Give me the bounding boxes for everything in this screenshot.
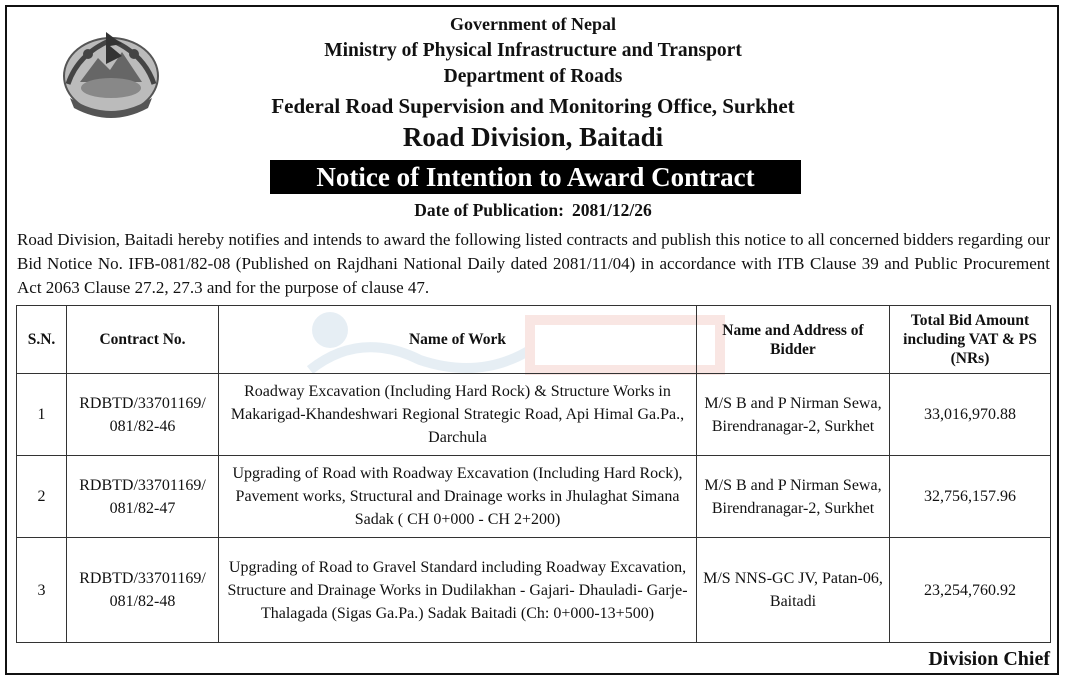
notice-title-banner: Notice of Intention to Award Contract [270, 160, 801, 194]
row-contract-no: RDBTD/33701169/ 081/82-46 [67, 374, 219, 456]
row-sn: 1 [17, 374, 67, 456]
table-row [17, 456, 1051, 538]
header-bidder: Name and Address of Bidder [697, 306, 890, 374]
header-contract-no: Contract No. [67, 306, 219, 374]
row-name-of-work: Upgrading of Road with Roadway Excavation (Including Hard Rock), Pavement works, Structural and Drainage works in Jhulaghat Simana Sadak ( CH 0+000 - CH 2+200) [219, 456, 697, 538]
header-government: Government of Nepal [450, 14, 616, 34]
header-ministry: Ministry of Physical Infrastructure and Transport [324, 40, 742, 61]
row-bidder: M/S B and P Nirman Sewa, Birendranagar-2, Surkhet [697, 456, 890, 538]
row-sn: 2 [17, 456, 67, 538]
header-division: Road Division, Baitadi [402, 122, 664, 152]
row-contract-no: RDBTD/33701169/ 081/82-48 [67, 538, 219, 643]
header-name-of-work: Name of Work [219, 306, 697, 374]
header-office: Federal Road Supervision and Monitoring Office, Surkhet [271, 94, 795, 118]
publication-date [0, 200, 1066, 221]
signoff-division-chief: Division Chief [928, 648, 1050, 670]
header-sn: S.N. [17, 306, 67, 374]
table-row [17, 538, 1051, 643]
row-name-of-work: Roadway Excavation (Including Hard Rock) & Structure Works in Makarigad-Khandeshwari Regional Strategic Road, Api Himal Ga.Pa., Darchula [219, 374, 697, 456]
publication-label: Date of Publication: [414, 200, 564, 220]
table-header-row [17, 306, 1051, 374]
row-bidder: M/S B and P Nirman Sewa, Birendranagar-2, Surkhet [697, 374, 890, 456]
row-bidder: M/S NNS-GC JV, Patan-06, Baitadi [697, 538, 890, 643]
header-amount: Total Bid Amount including VAT & PS (NRs) [890, 306, 1051, 374]
publication-date-value: 2081/12/26 [571, 200, 652, 220]
row-name-of-work: Upgrading of Road to Gravel Standard including Roadway Excavation, Structure and Drainage Works in Dudilakhan - Gajari- Dhauladi- Garje-Thalagada (Sigas Ga.Pa.) Sadak Baitadi (Ch: 0+000-13+500) [219, 538, 697, 643]
row-amount: 32,756,157.96 [890, 456, 1051, 538]
row-amount: 23,254,760.92 [890, 538, 1051, 643]
header-department: Department of Roads [443, 66, 623, 87]
contracts-table [16, 305, 1051, 643]
table-row [17, 374, 1051, 456]
row-contract-no: RDBTD/33701169/ 081/82-47 [67, 456, 219, 538]
row-amount: 33,016,970.88 [890, 374, 1051, 456]
intro-paragraph: Road Division, Baitadi hereby notifies and intends to award the following listed contracts and publish this notice to all concerned bidders regarding our Bid Notice No. IFB-081/82-08 (Published on Rajdhani National Daily dated 2081/11/04) in accordance with ITB Clause 39 and Public Procurement Act 2063 Clause 27.2, 27.3 and for the purpose of clause 47. [17, 230, 1050, 297]
row-sn: 3 [17, 538, 67, 643]
